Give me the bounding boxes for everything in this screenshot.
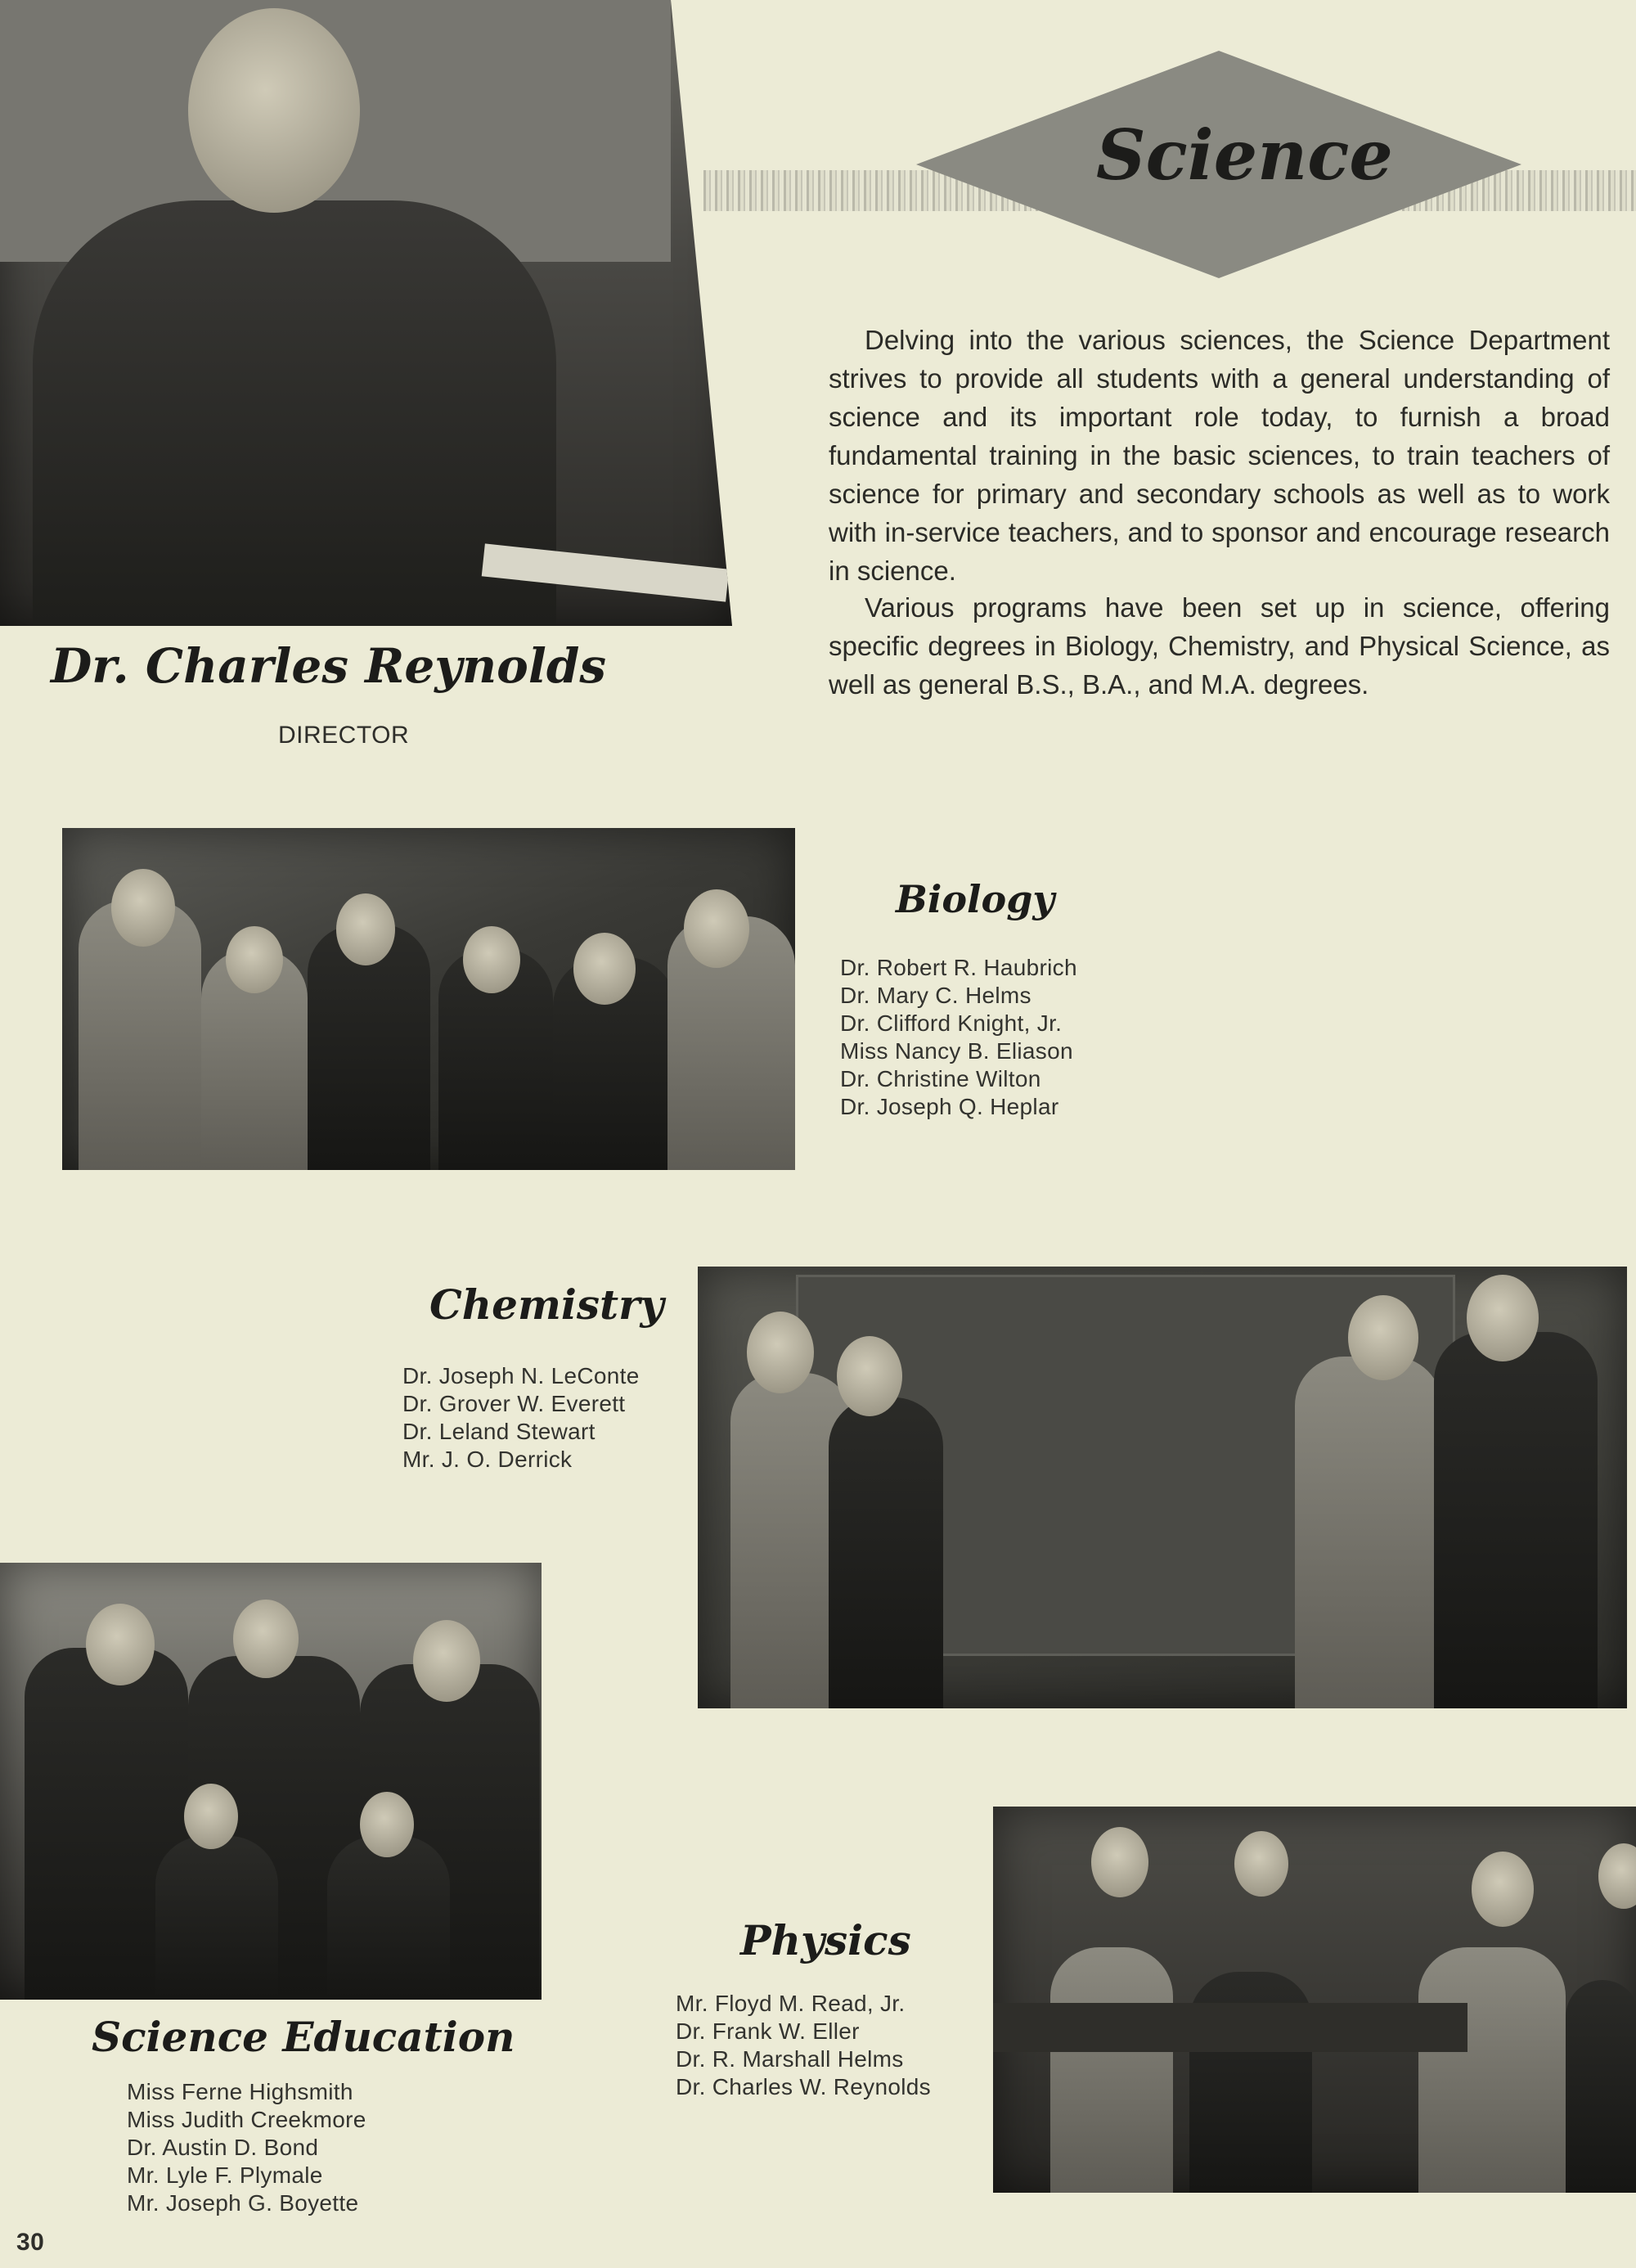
intro-paragraph-2: Various programs have been set up in science, offering specific degrees in Biology, Chemistry, and Physical Science, as well as general B.S., B.A., and M.A. degrees. <box>829 592 1610 700</box>
list-item: Mr. J. O. Derrick <box>402 1447 573 1472</box>
physics-members <box>676 1990 931 2101</box>
biology-members <box>840 954 1077 1121</box>
director-photo <box>0 0 732 626</box>
list-item: Dr. Robert R. Haubrich <box>840 955 1077 980</box>
list-item: Miss Judith Creekmore <box>127 2107 366 2132</box>
list-item: Dr. Grover W. Everett <box>402 1391 626 1416</box>
intro-paragraph-1: Delving into the various sciences, the Science Department strives to provide all students with a general understanding of science and its important role today, to furnish a broad fundamental training in the basic sciences, to train teachers of science for primary and secondary schools as well as to work with in-service teachers, and to sponsor and encourage research in science. <box>829 325 1610 586</box>
science-education-photo <box>0 1563 542 2000</box>
science-education-members <box>127 2078 366 2217</box>
biology-heading: Biology <box>896 877 1055 921</box>
page-number: 30 <box>16 2229 45 2256</box>
physics-photo <box>993 1807 1636 2193</box>
list-item: Dr. Clifford Knight, Jr. <box>840 1010 1063 1036</box>
physics-heading: Physics <box>740 1916 911 1964</box>
list-item: Miss Ferne Highsmith <box>127 2079 353 2104</box>
page-title: Science <box>1096 115 1393 196</box>
list-item: Dr. Frank W. Eller <box>676 2018 860 2044</box>
list-item: Mr. Lyle F. Plymale <box>127 2162 323 2188</box>
chemistry-members <box>402 1362 640 1474</box>
list-item: Dr. R. Marshall Helms <box>676 2046 904 2072</box>
science-education-heading: Science Education <box>92 2013 515 2061</box>
list-item: Dr. Christine Wilton <box>840 1066 1041 1091</box>
list-item: Dr. Mary C. Helms <box>840 983 1031 1008</box>
list-item: Mr. Floyd M. Read, Jr. <box>676 1991 906 2016</box>
director-name: Dr. Charles Reynolds <box>51 638 607 694</box>
list-item: Dr. Charles W. Reynolds <box>676 2074 931 2099</box>
list-item: Dr. Leland Stewart <box>402 1419 596 1444</box>
list-item: Dr. Joseph N. LeConte <box>402 1363 640 1388</box>
list-item: Dr. Austin D. Bond <box>127 2135 319 2160</box>
list-item: Miss Nancy B. Eliason <box>840 1038 1073 1064</box>
list-item: Dr. Joseph Q. Heplar <box>840 1094 1059 1119</box>
director-title: DIRECTOR <box>278 722 410 749</box>
chemistry-photo <box>698 1267 1627 1708</box>
chemistry-heading: Chemistry <box>429 1280 664 1329</box>
list-item: Mr. Joseph G. Boyette <box>127 2190 359 2216</box>
biology-photo <box>62 828 795 1170</box>
